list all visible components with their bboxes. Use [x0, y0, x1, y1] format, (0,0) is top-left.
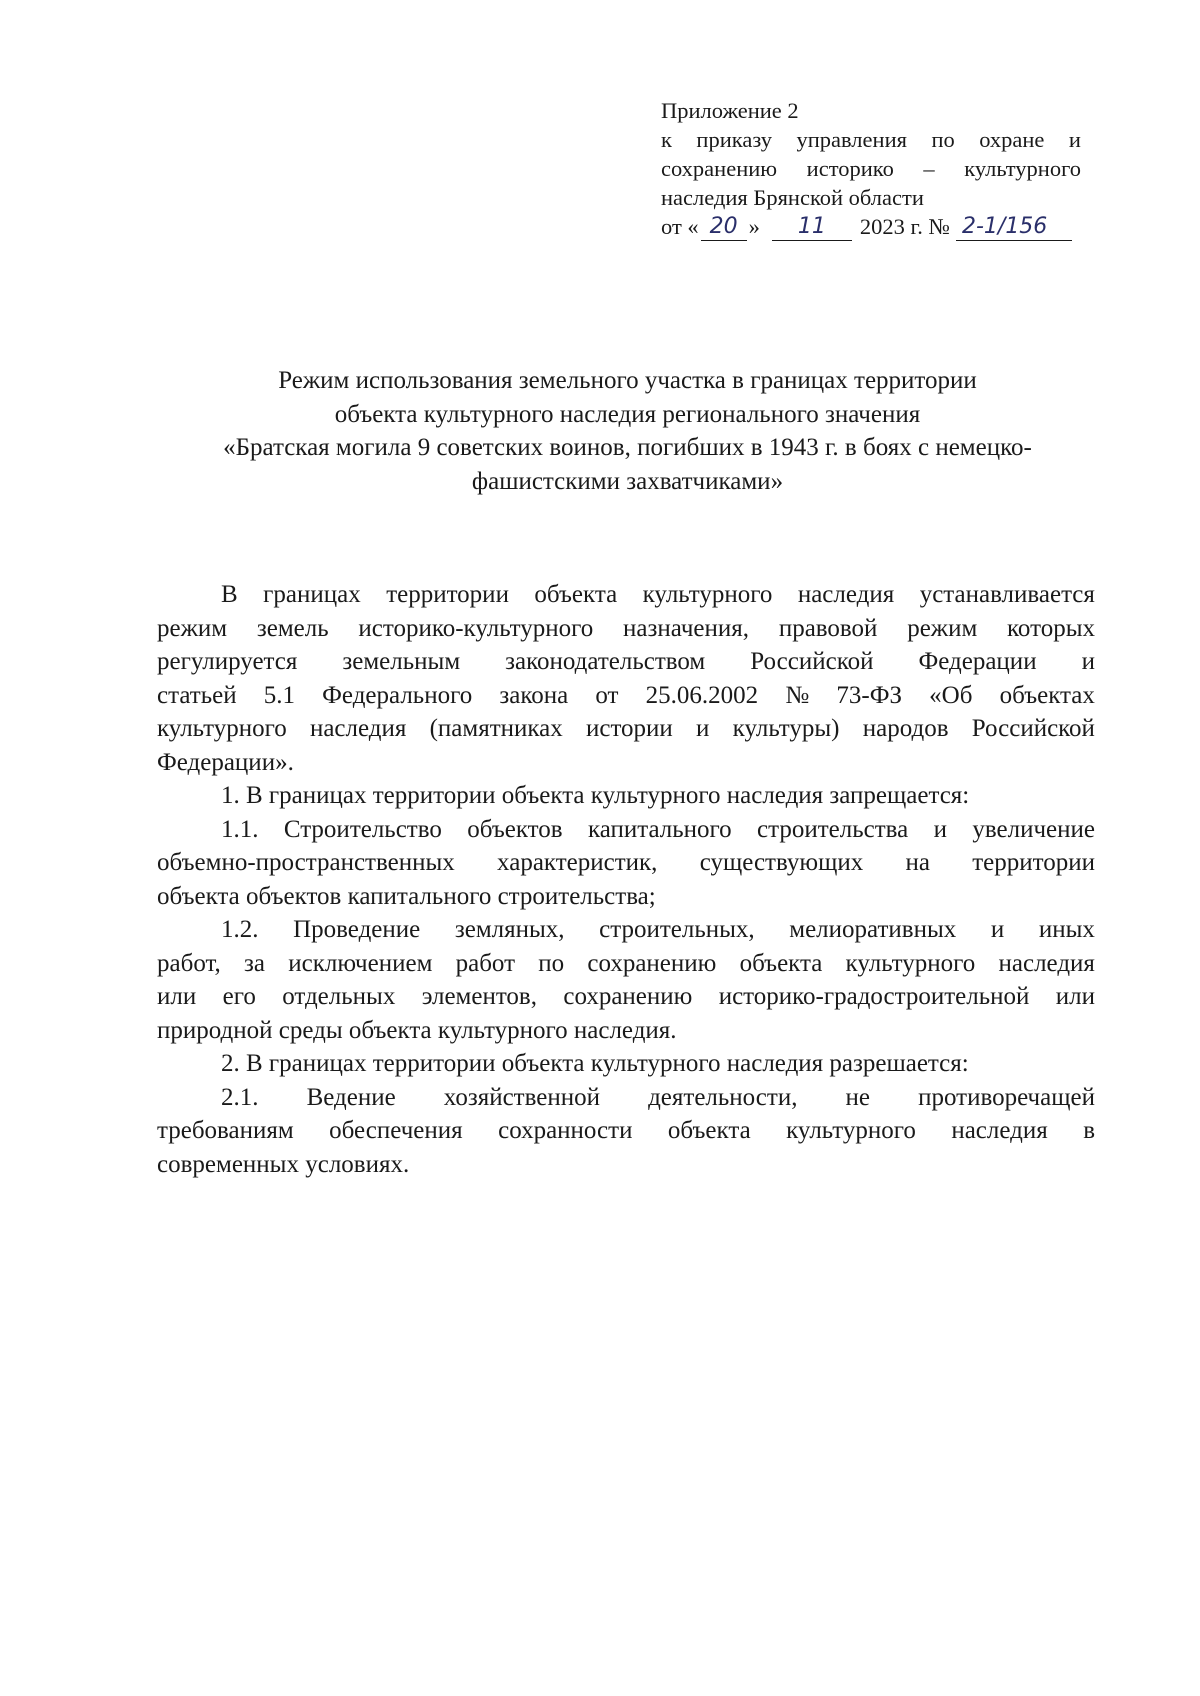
- word: народов: [862, 715, 949, 742]
- word: «Об: [929, 681, 973, 709]
- word: хозяйственной: [443, 1083, 600, 1111]
- word: наследия: [797, 581, 895, 608]
- word: к: [661, 127, 672, 152]
- word: и: [1068, 127, 1081, 152]
- word: Федерации: [918, 648, 1037, 675]
- word: Федерального: [322, 681, 473, 709]
- word: наследия: [998, 949, 1095, 977]
- appendix-line-1: [661, 125, 1081, 154]
- word: или: [1055, 983, 1095, 1010]
- word: статьей: [157, 681, 237, 709]
- word: или: [157, 983, 197, 1010]
- word: работ: [455, 949, 516, 977]
- word: деятельности,: [648, 1083, 798, 1111]
- word: регулируется: [157, 648, 298, 675]
- document-title: [150, 364, 1105, 498]
- word: Российской: [750, 648, 874, 675]
- word: приказу: [696, 127, 772, 152]
- word: объекта: [739, 949, 823, 977]
- word: требованиям: [157, 1117, 294, 1144]
- word: (памятниках: [429, 715, 563, 742]
- appendix-header: [661, 96, 1081, 241]
- word: историко-культурного: [358, 614, 594, 642]
- word: №: [785, 681, 810, 709]
- word: объекта: [534, 581, 618, 608]
- text-line: объекта объектов капитального строительства;: [157, 882, 656, 910]
- word: иных: [1038, 916, 1095, 943]
- date-prefix: от «: [661, 214, 699, 239]
- word: режим: [157, 614, 228, 642]
- word: сохранению: [587, 949, 717, 977]
- word: Ведение: [306, 1083, 396, 1111]
- item-1-2-line: [157, 947, 1095, 981]
- word: наследия: [309, 715, 407, 742]
- word: –: [923, 156, 935, 181]
- title-line: Режим использования земельного участка в границах территории: [278, 367, 977, 394]
- word: Российской: [971, 715, 1095, 742]
- text-line: 2. В границах территории объекта культурного наследия разрешается:: [221, 1050, 969, 1077]
- word: объектов: [467, 815, 563, 843]
- word: земельным: [342, 648, 461, 675]
- intro-last-line: [157, 746, 1095, 780]
- word: за: [244, 949, 265, 977]
- word: и: [696, 715, 710, 742]
- order-date-line: [661, 212, 1081, 241]
- text-line: Федерации».: [157, 748, 294, 776]
- word: 2.1.: [221, 1083, 259, 1111]
- word: устанавливается: [919, 581, 1095, 608]
- word: объекта: [667, 1117, 751, 1144]
- title-line: фашистскими захватчиками»: [471, 467, 784, 495]
- word: в: [1083, 1117, 1095, 1144]
- word: В: [221, 581, 238, 608]
- word: по: [538, 949, 565, 977]
- item-1-2-line: [157, 980, 1095, 1014]
- word: Проведение: [293, 916, 421, 943]
- item-1-1-line: [157, 813, 1095, 847]
- word: работ,: [157, 949, 221, 977]
- word: исключением: [288, 949, 433, 977]
- word: территории: [386, 581, 509, 608]
- word: не: [845, 1083, 871, 1111]
- word: сохранению: [563, 983, 693, 1010]
- title-line: «Братская могила 9 советских воинов, погибших в 1943 г. в боях с немецко-: [223, 434, 1032, 461]
- word: на: [905, 849, 930, 876]
- word: культурного: [157, 715, 287, 742]
- word: 25.06.2002: [645, 681, 759, 709]
- word: Строительство: [283, 815, 442, 843]
- word: культурного: [964, 156, 1081, 181]
- word: земляных,: [454, 916, 565, 943]
- word: наследия: [951, 1117, 1048, 1144]
- word: по: [931, 127, 955, 152]
- word: 1.1.: [221, 815, 259, 843]
- word: которых: [1007, 614, 1095, 642]
- item-2-1-line: [157, 1081, 1095, 1115]
- word: земель: [256, 614, 329, 642]
- word: назначения,: [623, 614, 750, 642]
- word: 1.2.: [221, 916, 259, 943]
- word: территории: [972, 849, 1095, 876]
- word: культурного: [786, 1117, 916, 1144]
- word: объектах: [999, 681, 1095, 709]
- title-line: объекта культурного наследия регионального значения: [334, 400, 921, 428]
- handwritten-day: 20: [701, 214, 747, 241]
- document-body: [157, 578, 1095, 1181]
- text-line: 1. В границах территории объекта культурного наследия запрещается:: [221, 782, 970, 809]
- handwritten-month: 11: [772, 214, 852, 241]
- item-1-2-last-line: [157, 1014, 1095, 1048]
- item-2-1-last-line: [157, 1148, 1095, 1182]
- item-1-1-last-line: [157, 880, 1095, 914]
- item-1-2-line: [157, 913, 1095, 947]
- word: управления: [796, 127, 907, 152]
- word: характеристик,: [497, 849, 658, 876]
- word: мелиоративных: [789, 916, 957, 943]
- handwritten-order-number: 2-1/156: [956, 214, 1072, 241]
- date-year: 2023 г. №: [859, 214, 950, 239]
- word: закона: [499, 681, 569, 709]
- word: элементов,: [421, 983, 537, 1010]
- word: охране: [979, 127, 1045, 152]
- intro-line: [157, 578, 1095, 612]
- word: историко: [806, 156, 894, 181]
- item-2-1-line: [157, 1114, 1095, 1148]
- item-1: [157, 779, 1095, 813]
- word: истории: [585, 715, 673, 742]
- word: объемно-пространственных: [157, 849, 455, 876]
- word: культуры): [732, 715, 840, 742]
- word: 5.1: [263, 681, 295, 709]
- word: границах: [263, 581, 361, 608]
- word: сохранности: [498, 1117, 633, 1144]
- intro-line: [157, 712, 1095, 746]
- appendix-line-3: наследия Брянской области: [661, 185, 924, 210]
- word: законодательством: [505, 648, 706, 675]
- word: увеличение: [972, 815, 1095, 843]
- word: отдельных: [282, 983, 396, 1010]
- word: от: [595, 681, 619, 709]
- word: культурного: [845, 949, 976, 977]
- intro-line: [157, 645, 1095, 679]
- word: 73-ФЗ: [836, 681, 902, 709]
- item-1-1-line: [157, 846, 1095, 880]
- word: строительства: [757, 815, 909, 843]
- date-quote-close: »: [748, 214, 760, 239]
- item-2: [157, 1047, 1095, 1081]
- word: сохранению: [661, 156, 778, 181]
- word: противоречащей: [918, 1083, 1095, 1111]
- word: правовой: [778, 614, 878, 642]
- word: существующих: [699, 849, 864, 876]
- word: режим: [907, 614, 978, 642]
- word: и: [933, 815, 947, 843]
- word: и: [990, 916, 1005, 943]
- word: обеспечения: [329, 1117, 463, 1144]
- word: капитального: [587, 815, 732, 843]
- word: культурного: [642, 581, 773, 608]
- intro-line: [157, 612, 1095, 646]
- word: строительных,: [599, 916, 755, 943]
- text-line: современных условиях.: [157, 1150, 410, 1178]
- intro-line: [157, 679, 1095, 713]
- appendix-title: Приложение 2: [661, 98, 799, 123]
- word: его: [222, 983, 256, 1010]
- appendix-line-2: [661, 154, 1081, 183]
- word: и: [1081, 648, 1095, 675]
- text-line: природной среды объекта культурного наследия.: [157, 1016, 677, 1044]
- word: историко-градостроительной: [718, 983, 1030, 1010]
